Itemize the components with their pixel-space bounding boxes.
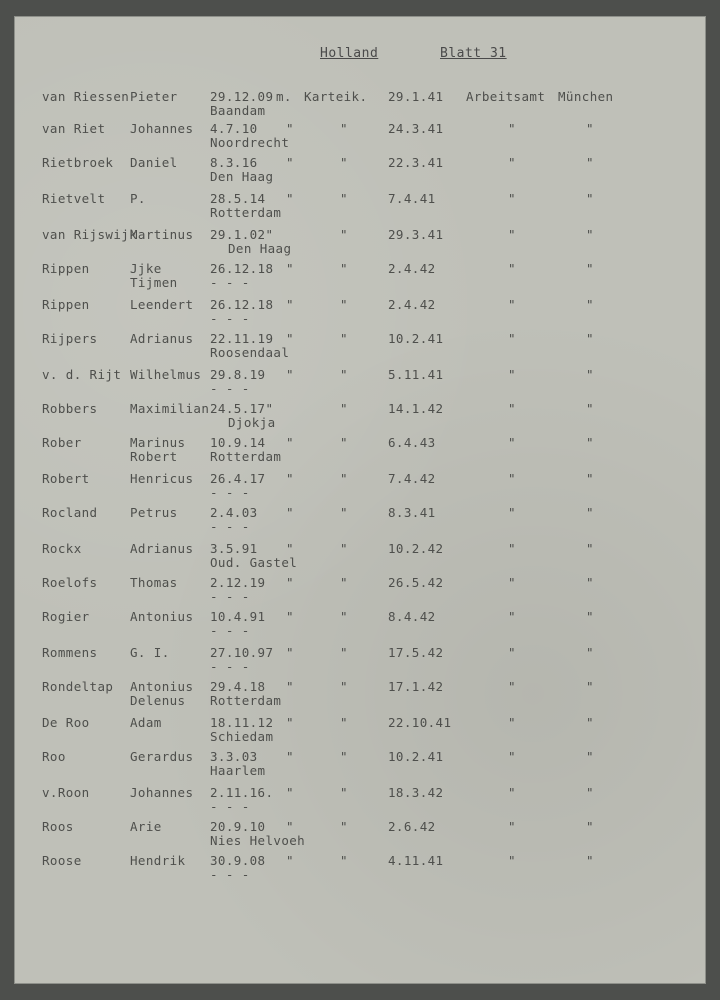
- city-field: ": [586, 853, 594, 868]
- office-field: ": [508, 297, 516, 312]
- office-field: ": [508, 471, 516, 486]
- ditto-mark: ": [340, 155, 348, 170]
- document-page: [14, 16, 706, 984]
- given-name: Jjke: [130, 261, 162, 276]
- birth-place: Rotterdam: [210, 693, 282, 708]
- ditto-mark: ": [286, 609, 294, 624]
- office-field: ": [508, 749, 516, 764]
- city-field: ": [586, 505, 594, 520]
- ditto-mark: ": [286, 331, 294, 346]
- ditto-mark: ": [286, 785, 294, 800]
- office-field: ": [508, 227, 516, 242]
- city-field: ": [586, 785, 594, 800]
- birth-date: 22.11.19: [210, 331, 274, 346]
- city-field: ": [586, 819, 594, 834]
- birth-place: - - -: [210, 311, 250, 326]
- register-row: [14, 750, 706, 780]
- birth-date: 18.11.12: [210, 715, 274, 730]
- birth-place: Den Haag: [210, 169, 274, 184]
- register-row: [14, 472, 706, 502]
- entry-date: 4.11.41: [388, 853, 444, 868]
- surname: van Riet: [42, 121, 106, 136]
- office-field: ": [508, 575, 516, 590]
- entry-date: 17.5.42: [388, 645, 444, 660]
- surname: Rippen: [42, 261, 90, 276]
- birth-date: 29.8.19: [210, 367, 266, 382]
- birth-date: 26.12.18: [210, 261, 274, 276]
- surname: Rocland: [42, 505, 98, 520]
- register-row: [14, 436, 706, 466]
- ditto-mark: ": [340, 261, 348, 276]
- entry-date: 24.3.41: [388, 121, 444, 136]
- register-row: [14, 716, 706, 746]
- birth-date: 3.5.91: [210, 541, 258, 556]
- entry-date: 6.4.43: [388, 435, 436, 450]
- ditto-mark: ": [286, 471, 294, 486]
- office-field: ": [508, 121, 516, 136]
- ditto-mark: ": [340, 227, 348, 242]
- entry-date: 2.4.42: [388, 261, 436, 276]
- surname: v.Roon: [42, 785, 90, 800]
- ditto-mark: ": [340, 609, 348, 624]
- given-name: Petrus: [130, 505, 178, 520]
- surname: Roo: [42, 749, 66, 764]
- birth-place: Baandam: [210, 103, 266, 118]
- ditto-mark: ": [340, 785, 348, 800]
- birth-place: Nies Helvoeh: [210, 833, 306, 848]
- ditto-mark: ": [340, 679, 348, 694]
- surname: Roose: [42, 853, 82, 868]
- birth-place: Haarlem: [210, 763, 266, 778]
- office-field: ": [508, 541, 516, 556]
- birth-place: - - -: [210, 275, 250, 290]
- city-field: ": [586, 367, 594, 382]
- birth-date: 2.12.19: [210, 575, 266, 590]
- given-name: Adrianus: [130, 541, 194, 556]
- birth-place: Noordrecht: [210, 135, 290, 150]
- birth-date: 2.11.16.: [210, 785, 274, 800]
- birth-place: Djokja: [228, 415, 276, 430]
- ditto-mark: ": [286, 819, 294, 834]
- register-row: [14, 122, 706, 152]
- entry-date: 7.4.42: [388, 471, 436, 486]
- register-row: [14, 90, 706, 120]
- surname: Rippen: [42, 297, 90, 312]
- ditto-mark: ": [286, 505, 294, 520]
- office-field: ": [508, 785, 516, 800]
- given-name: Thomas: [130, 575, 178, 590]
- birth-place: Den Haag: [228, 241, 292, 256]
- birth-place: - - -: [210, 381, 250, 396]
- ditto-mark: ": [340, 819, 348, 834]
- ditto-mark: ": [340, 715, 348, 730]
- birth-date: 4.7.10: [210, 121, 258, 136]
- given-name: Martinus: [130, 227, 194, 242]
- register-row: [14, 332, 706, 362]
- ditto-mark: ": [286, 155, 294, 170]
- city-field: ": [586, 435, 594, 450]
- ditto-mark: ": [340, 575, 348, 590]
- given-name: P.: [130, 191, 146, 206]
- surname: van Rijswijk: [42, 227, 138, 242]
- ditto-mark: ": [286, 191, 294, 206]
- birth-date: 2.4.03: [210, 505, 258, 520]
- given-name: Marinus: [130, 435, 186, 450]
- city-field: ": [586, 715, 594, 730]
- office-field: ": [508, 609, 516, 624]
- city-field: ": [586, 679, 594, 694]
- register-row: [14, 506, 706, 536]
- ditto-mark: ": [286, 297, 294, 312]
- entry-date: 29.3.41: [388, 227, 444, 242]
- entry-date: 7.4.41: [388, 191, 436, 206]
- city-field: ": [586, 471, 594, 486]
- entry-date: 18.3.42: [388, 785, 444, 800]
- entry-date: 10.2.41: [388, 749, 444, 764]
- given-name: Antonius: [130, 609, 194, 624]
- given-name: Arie: [130, 819, 162, 834]
- office-field: ": [508, 679, 516, 694]
- given-name-2: Delenus: [130, 693, 186, 708]
- surname: Rogier: [42, 609, 90, 624]
- ditto-mark: ": [340, 367, 348, 382]
- office-field: Arbeitsamt: [466, 89, 546, 104]
- office-field: ": [508, 645, 516, 660]
- ditto-mark: ": [340, 471, 348, 486]
- entry-date: 8.3.41: [388, 505, 436, 520]
- register-row: [14, 192, 706, 222]
- given-name: Pieter: [130, 89, 178, 104]
- ditto-mark: ": [286, 853, 294, 868]
- ditto-mark: ": [340, 297, 348, 312]
- office-field: ": [508, 155, 516, 170]
- register-row: [14, 298, 706, 328]
- ditto-mark: m.: [276, 89, 292, 104]
- surname: Rijpers: [42, 331, 98, 346]
- city-field: ": [586, 297, 594, 312]
- register-row: [14, 854, 706, 884]
- city-field: ": [586, 401, 594, 416]
- register-row: [14, 542, 706, 572]
- entry-date: 22.10.41: [388, 715, 452, 730]
- birth-date: 29.1.02": [210, 227, 274, 242]
- given-name: Johannes: [130, 121, 194, 136]
- register-row: [14, 402, 706, 432]
- entry-date: 2.6.42: [388, 819, 436, 834]
- entry-date: 14.1.42: [388, 401, 444, 416]
- given-name: Gerardus: [130, 749, 194, 764]
- entry-date: 26.5.42: [388, 575, 444, 590]
- ditto-mark: ": [340, 645, 348, 660]
- office-field: ": [508, 853, 516, 868]
- birth-date: 28.5.14: [210, 191, 266, 206]
- birth-place: - - -: [210, 867, 250, 882]
- entry-date: 2.4.42: [388, 297, 436, 312]
- given-name: Leendert: [130, 297, 194, 312]
- surname: Rietbroek: [42, 155, 114, 170]
- birth-place: - - -: [210, 589, 250, 604]
- office-field: ": [508, 505, 516, 520]
- birth-place: Rotterdam: [210, 205, 282, 220]
- birth-place: - - -: [210, 659, 250, 674]
- surname: Rietvelt: [42, 191, 106, 206]
- city-field: ": [586, 121, 594, 136]
- birth-date: 26.12.18: [210, 297, 274, 312]
- city-field: ": [586, 609, 594, 624]
- office-field: ": [508, 435, 516, 450]
- given-name: Hendrik: [130, 853, 186, 868]
- ditto-mark: ": [286, 715, 294, 730]
- given-name-2: Tijmen: [130, 275, 178, 290]
- surname: Rockx: [42, 541, 82, 556]
- country-heading: Holland: [320, 46, 379, 61]
- birth-date: 27.10.97: [210, 645, 274, 660]
- ditto-mark: ": [286, 435, 294, 450]
- surname: v. d. Rijt: [42, 367, 122, 382]
- surname: De Roo: [42, 715, 90, 730]
- birth-place: Roosendaal: [210, 345, 290, 360]
- ditto-mark: ": [340, 505, 348, 520]
- city-field: ": [586, 645, 594, 660]
- given-name: Wilhelmus: [130, 367, 202, 382]
- birth-place: - - -: [210, 623, 250, 638]
- birth-date: 3.3.03: [210, 749, 258, 764]
- entry-date: 29.1.41: [388, 89, 444, 104]
- city-field: ": [586, 749, 594, 764]
- ditto-mark: ": [286, 679, 294, 694]
- ditto-mark: ": [286, 575, 294, 590]
- ditto-mark: ": [286, 645, 294, 660]
- office-field: ": [508, 367, 516, 382]
- surname: Rondeltap: [42, 679, 114, 694]
- city-field: München: [558, 89, 614, 104]
- birth-date: 29.4.18: [210, 679, 266, 694]
- birth-date: 10.9.14: [210, 435, 266, 450]
- ditto-mark: ": [286, 749, 294, 764]
- register-row: [14, 156, 706, 186]
- office-field: ": [508, 401, 516, 416]
- ditto-mark: ": [340, 749, 348, 764]
- given-name: Adam: [130, 715, 162, 730]
- entry-date: 10.2.41: [388, 331, 444, 346]
- office-field: ": [508, 715, 516, 730]
- city-field: ": [586, 261, 594, 276]
- ditto-mark: ": [286, 367, 294, 382]
- register-row: [14, 786, 706, 816]
- register-row: [14, 576, 706, 606]
- birth-place: - - -: [210, 519, 250, 534]
- city-field: ": [586, 227, 594, 242]
- register-row: [14, 820, 706, 850]
- entry-date: 22.3.41: [388, 155, 444, 170]
- surname: Roos: [42, 819, 74, 834]
- surname: Roelofs: [42, 575, 98, 590]
- office-field: ": [508, 331, 516, 346]
- birth-date: 24.5.17": [210, 401, 274, 416]
- birth-place: Oud. Gastel: [210, 555, 298, 570]
- city-field: ": [586, 191, 594, 206]
- city-field: ": [586, 331, 594, 346]
- ditto-mark: ": [340, 401, 348, 416]
- city-field: ": [586, 155, 594, 170]
- register-row: [14, 680, 706, 710]
- birth-place: - - -: [210, 485, 250, 500]
- ditto-mark: ": [340, 331, 348, 346]
- given-name: Adrianus: [130, 331, 194, 346]
- entry-date: 10.2.42: [388, 541, 444, 556]
- birth-place: - - -: [210, 799, 250, 814]
- surname: Robert: [42, 471, 90, 486]
- surname: Rober: [42, 435, 82, 450]
- surname: Robbers: [42, 401, 98, 416]
- ditto-mark: ": [340, 121, 348, 136]
- city-field: ": [586, 575, 594, 590]
- ditto-mark: ": [340, 435, 348, 450]
- register-row: [14, 368, 706, 398]
- surname: Rommens: [42, 645, 98, 660]
- ditto-mark: ": [340, 541, 348, 556]
- register-row: [14, 646, 706, 676]
- ditto-mark: ": [286, 121, 294, 136]
- ditto-mark: ": [286, 261, 294, 276]
- entry-date: 5.11.41: [388, 367, 444, 382]
- given-name: Daniel: [130, 155, 178, 170]
- ditto-mark: ": [340, 191, 348, 206]
- surname: van Riessen: [42, 89, 130, 104]
- register-row: [14, 228, 706, 258]
- birth-place: Rotterdam: [210, 449, 282, 464]
- birth-date: 10.4.91: [210, 609, 266, 624]
- sheet-number: Blatt 31: [440, 46, 507, 61]
- given-name: Henricus: [130, 471, 194, 486]
- birth-place: Schiedam: [210, 729, 274, 744]
- given-name-2: Robert: [130, 449, 178, 464]
- office-field: ": [508, 819, 516, 834]
- birth-date: 26.4.17: [210, 471, 266, 486]
- birth-date: 30.9.08: [210, 853, 266, 868]
- ditto-mark: ": [340, 853, 348, 868]
- office-field: ": [508, 191, 516, 206]
- ditto-mark: ": [286, 541, 294, 556]
- birth-date: 29.12.09: [210, 89, 274, 104]
- register-row: [14, 610, 706, 640]
- birth-date: 8.3.16: [210, 155, 258, 170]
- birth-date: 20.9.10: [210, 819, 266, 834]
- register-row: [14, 262, 706, 292]
- given-name: G. I.: [130, 645, 170, 660]
- city-field: ": [586, 541, 594, 556]
- entry-date: 8.4.42: [388, 609, 436, 624]
- given-name: Johannes: [130, 785, 194, 800]
- given-name: Antonius: [130, 679, 194, 694]
- ditto-mark: Karteik.: [304, 89, 368, 104]
- entry-date: 17.1.42: [388, 679, 444, 694]
- office-field: ": [508, 261, 516, 276]
- given-name: Maximilian: [130, 401, 210, 416]
